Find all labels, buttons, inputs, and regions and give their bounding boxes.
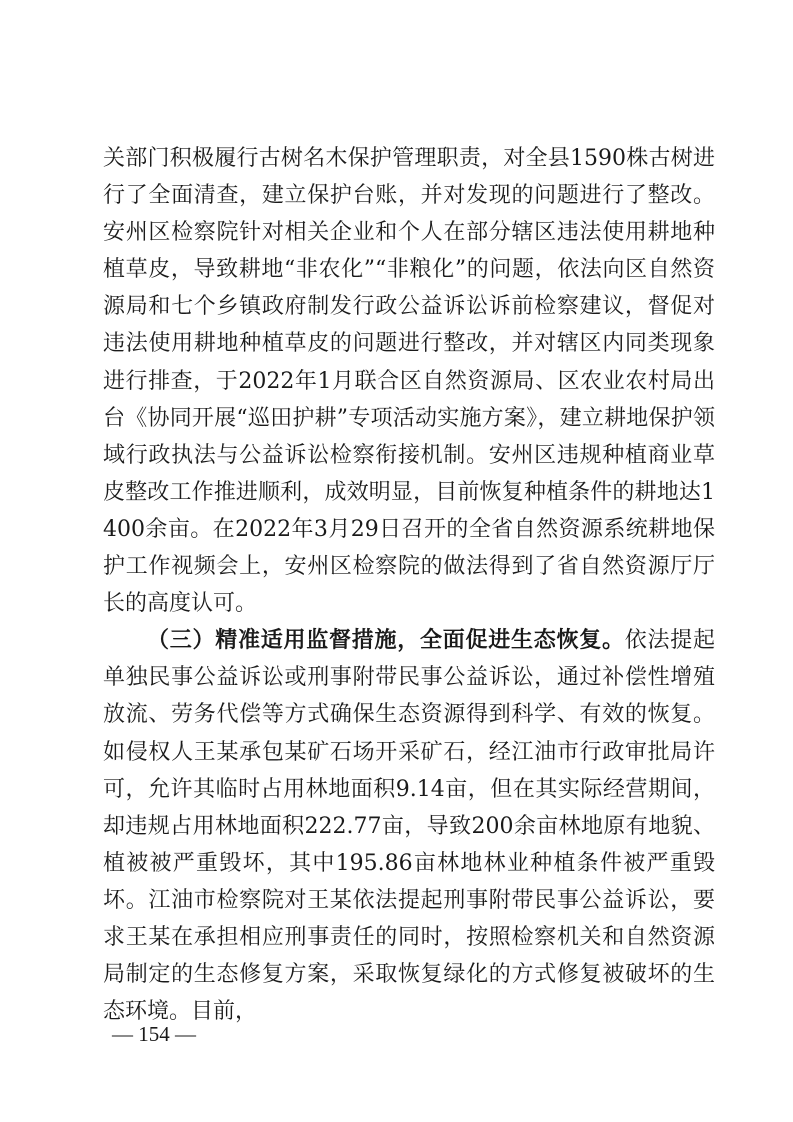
- page-number: — 154 —: [112, 1022, 196, 1046]
- section-heading: （三）精准适用监督措施，全面促进生态恢复。: [147, 627, 625, 654]
- paragraph-continued: [103, 140, 715, 622]
- paragraph-text: 依法提起单独民事公益诉讼或刑事附带民事公益诉讼，通过补偿性增殖放流、劳务代偿等方式确保生态资源得到科学、有效的恢复。如侵权人王某承包某矿石场开采矿石，经江油市行政审批局许可，允许其临时占用林地面积9.14亩，但在其实际经营期间，却违规占用林地面积222.77亩，导致200余亩林地原有地貌、植被被严重毁坏，其中195.86亩林地林业种植条件被严重毁坏。江油市检察院对王某依法提起刑事附带民事公益诉讼，要求王某在承担相应刑事责任的同时，按照检察机关和自然资源局制定的生态修复方案，采取恢复绿化的方式修复被破坏的生态环境。目前，: [103, 628, 715, 1025]
- paragraph-text: 关部门积极履行古树名木保护管理职责，对全县1590株古树进行了全面清查，建立保护台账，并对发现的问题进行了整改。安州区检察院针对相关企业和个人在部分辖区违法使用耕地种植草皮，导致耕地“非农化”“非粮化”的问题，依法向区自然资源局和七个乡镇政府制发行政公益诉讼诉前检察建议，督促对违法使用耕地种植草皮的问题进行整改，并对辖区内同类现象进行排查，于2022年1月联合区自然资源局、区农业农村局出台《协同开展“巡田护耕”专项活动实施方案》，建立耕地保护领域行政执法与公益诉讼检察衔接机制。安州区违规种植商业草皮整改工作推进顺利，成效明显，目前恢复种植条件的耕地达1400余亩。在2022年3月29日召开的全省自然资源系统耕地保护工作视频会上，安州区检察院的做法得到了省自然资源厅厅长的高度认可。: [103, 146, 715, 617]
- paragraph-section-three: [103, 622, 715, 1030]
- body-text: [103, 140, 715, 1030]
